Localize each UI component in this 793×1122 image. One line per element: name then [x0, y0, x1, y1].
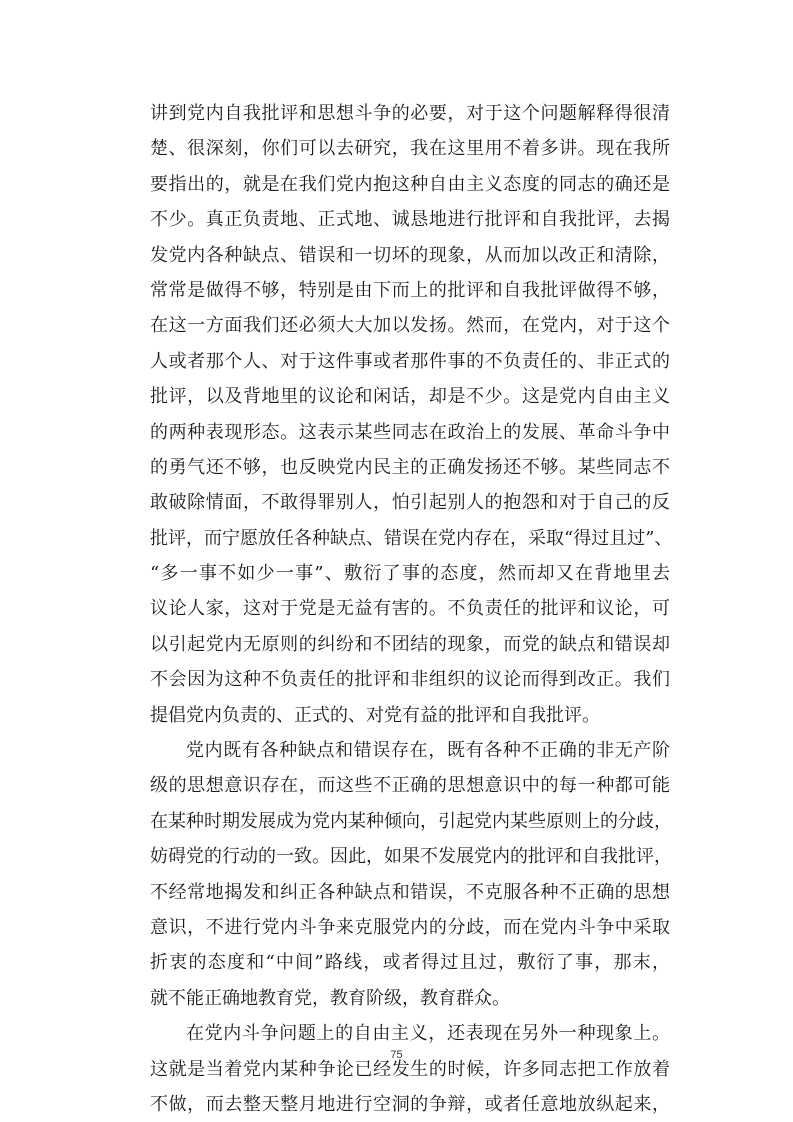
text-line: 批评，以及背地里的议论和闲话，却是不少。这是党内自由主义	[150, 386, 670, 408]
text-line: 的勇气还不够，也反映党内民主的正确发扬还不够。某些同志不	[150, 456, 670, 478]
text-line: 要指出的，就是在我们党内抱这种自由主义态度的同志的确还是	[150, 173, 670, 195]
text-line: “多一事不如少一事”、敷衍了事的态度，然而却又在背地里去	[150, 563, 670, 585]
page-number: 75	[390, 1049, 403, 1061]
text-line: 发党内各种缺点、错误和一切坏的现象，从而加以改正和清除，	[150, 244, 670, 266]
text-line: 敢破除情面，不敢得罪别人，怕引起别人的抱怨和对于自己的反	[150, 492, 670, 514]
text-line: 妨碍党的行动的一致。因此，如果不发展党内的批评和自我批评，	[150, 846, 672, 868]
text-line: 不做，而去整天整月地进行空洞的争辩，或者任意地放纵起来，	[150, 1093, 670, 1115]
text-line: 不会因为这种不负责任的批评和非组织的议论而得到改正。我们	[150, 669, 670, 691]
text-line: 楚、很深刻，你们可以去研究，我在这里用不着多讲。现在我所	[150, 138, 670, 160]
text-line: 人或者那个人、对于这件事或者那件事的不负责任的、非正式的	[150, 350, 670, 372]
text-line: 不经常地揭发和纠正各种缺点和错误，不克服各种不正确的思想	[150, 881, 670, 903]
text-line: 讲到党内自我批评和思想斗争的必要，对于这个问题解释得很清	[150, 103, 670, 124]
text-line: 议论人家，这对于党是无益有害的。不负责任的批评和议论，可	[150, 598, 670, 620]
text-line: 以引起党内无原则的纠纷和不团结的现象，而党的缺点和错误却	[150, 633, 670, 655]
text-line: 就不能正确地教育党，教育阶级，教育群众。	[150, 987, 510, 1009]
text-line: 党内既有各种缺点和错误存在，既有各种不正确的非无产阶	[186, 740, 670, 762]
text-line: 这就是当着党内某种争论已经发生的时候，许多同志把工作放着	[150, 1058, 670, 1080]
text-line: 意识，不进行党内斗争来克服党内的分歧，而在党内斗争中采取	[150, 916, 670, 938]
text-line: 提倡党内负责的、正式的、对党有益的批评和自我批评。	[150, 704, 600, 726]
text-line: 级的思想意识存在，而这些不正确的思想意识中的每一种都可能	[150, 775, 670, 797]
text-line: 折衷的态度和“中间”路线，或者得过且过，敷衍了事，那末，	[150, 952, 670, 974]
text-line: 不少。真正负责地、正式地、诚恳地进行批评和自我批评，去揭	[150, 209, 670, 231]
text-line: 在党内斗争问题上的自由主义，还表现在另外一种现象上。	[186, 1023, 670, 1045]
text-line: 批评，而宁愿放任各种缺点、错误在党内存在，采取“得过且过”、	[150, 527, 673, 549]
text-line: 在这一方面我们还必须大大加以发扬。然而，在党内，对于这个	[150, 315, 670, 337]
text-line: 在某种时期发展成为党内某种倾向，引起党内某些原则上的分歧，	[150, 810, 672, 832]
body-text	[150, 96, 673, 1122]
text-line: 常常是做得不够，特别是由下而上的批评和自我批评做得不够，	[150, 279, 670, 301]
text-line: 的两种表现形态。这表示某些同志在政治上的发展、革命斗争中	[150, 421, 670, 443]
